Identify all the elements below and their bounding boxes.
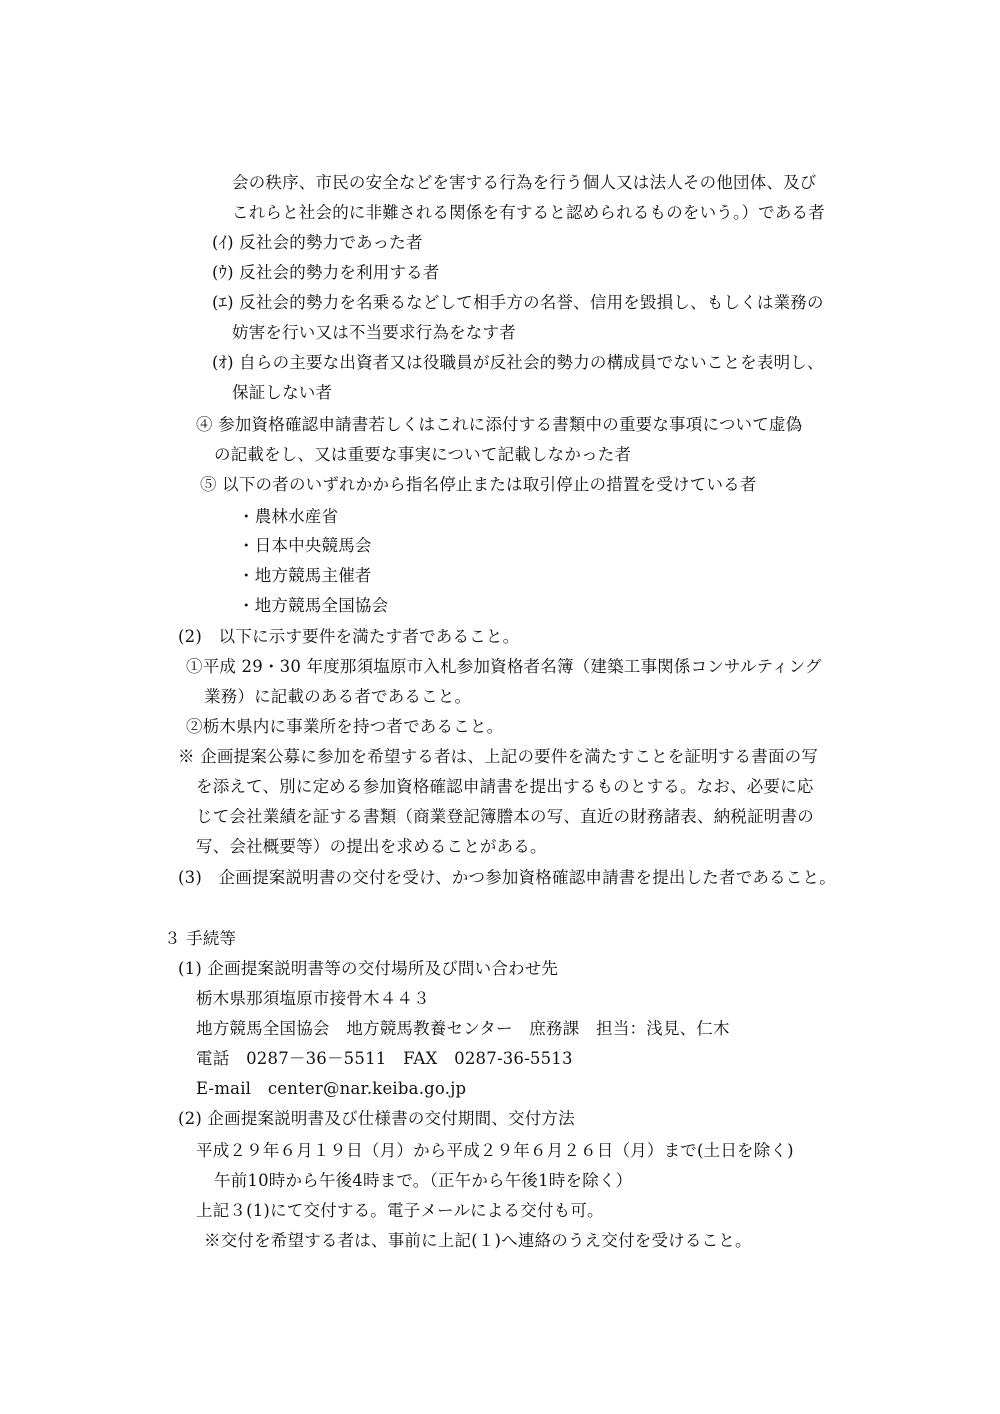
list-item: ・日本中央競馬会 <box>238 536 372 555</box>
phone-line: 電話 0287－36－5511 FAX 0287-36-5513 <box>196 1049 573 1068</box>
subsection-heading: (2) 企画提案説明書及び仕様書の交付期間、交付方法 <box>178 1109 575 1128</box>
text-line: 妨害を行い又は不当要求行為をなす者 <box>232 323 516 342</box>
list-item: ・地方競馬全国協会 <box>238 596 389 615</box>
text-line: (ｵ) 自らの主要な出資者又は役職員が反社会的勢力の構成員でないことを表明し、 <box>212 353 824 372</box>
contact-line: 地方競馬全国協会 地方競馬教養センター 庶務課 担当：浅見、仁木 <box>196 1019 730 1038</box>
text-line: (3) 企画提案説明書の交付を受け、かつ参加資格確認申請書を提出した者であること。 <box>178 868 836 887</box>
text-line: 業務）に記載のある者であること。 <box>204 687 472 706</box>
text-line: 保証しない者 <box>232 383 333 402</box>
text-line: (ｴ) 反社会的勢力を名乗るなどして相手方の名誉、信用を毀損し、もしくは業務の <box>212 293 824 312</box>
text-line: 会の秩序、市民の安全などを害する行為を行う個人又は法人その他団体、及び <box>232 173 817 192</box>
text-line: ①平成 29・30 年度那須塩原市入札参加資格者名簿（建築工事関係コンサルティング <box>186 657 822 676</box>
list-item: ・農林水産省 <box>238 507 339 526</box>
text-line: (ｲ) 反社会的勢力であった者 <box>212 233 423 252</box>
email-line: E-mail center@nar.keiba.go.jp <box>196 1079 467 1098</box>
list-item: ・地方競馬主催者 <box>238 566 372 585</box>
subsection-heading: (1) 企画提案説明書等の交付場所及び問い合わせ先 <box>178 959 559 978</box>
text-line: ④ 参加資格確認申請書若しくはこれに添付する書類中の重要な事項について虚偽 <box>196 415 803 434</box>
address-line: 栃木県那須塩原市接骨木４４３ <box>196 989 430 1008</box>
text-line: (2) 以下に示す要件を満たす者であること。 <box>178 627 520 646</box>
text-line: ②栃木県内に事業所を持つ者であること。 <box>186 717 504 736</box>
text-line: 上記３(1)にて交付する。電子メールによる交付も可。 <box>196 1201 604 1220</box>
text-line: これらと社会的に非難される関係を有すると認められるものをいう。）である者 <box>232 203 825 222</box>
note-line: じて会社業績を証する書類（商業登記簿謄本の写、直近の財務諸表、納税証明書の <box>196 807 814 826</box>
text-line: 平成２９年６月１９日（月）から平成２９年６月２６日（月）まで(土日を除く) <box>196 1141 794 1160</box>
note-line: を添えて、別に定める参加資格確認申請書を提出するものとする。なお、必要に応 <box>196 777 814 796</box>
text-line: の記載をし、又は重要な事実について記載しなかった者 <box>214 445 632 464</box>
note-line: 写、会社概要等）の提出を求めることがある。 <box>196 837 547 856</box>
note-line: ※ 企画提案公募に参加を希望する者は、上記の要件を満たすことを証明する書面の写 <box>178 747 819 766</box>
note-line: ※交付を希望する者は、事前に上記(１)へ連絡のうえ交付を受けること。 <box>204 1231 752 1250</box>
section-heading: ３ 手続等 <box>164 929 237 948</box>
text-line: 午前10時から午後4時まで。（正午から午後1時を除く） <box>214 1171 633 1190</box>
text-line: (ｳ) 反社会的勢力を利用する者 <box>212 263 440 282</box>
text-line: ⑤ 以下の者のいずれかから指名停止または取引停止の措置を受けている者 <box>200 475 757 494</box>
